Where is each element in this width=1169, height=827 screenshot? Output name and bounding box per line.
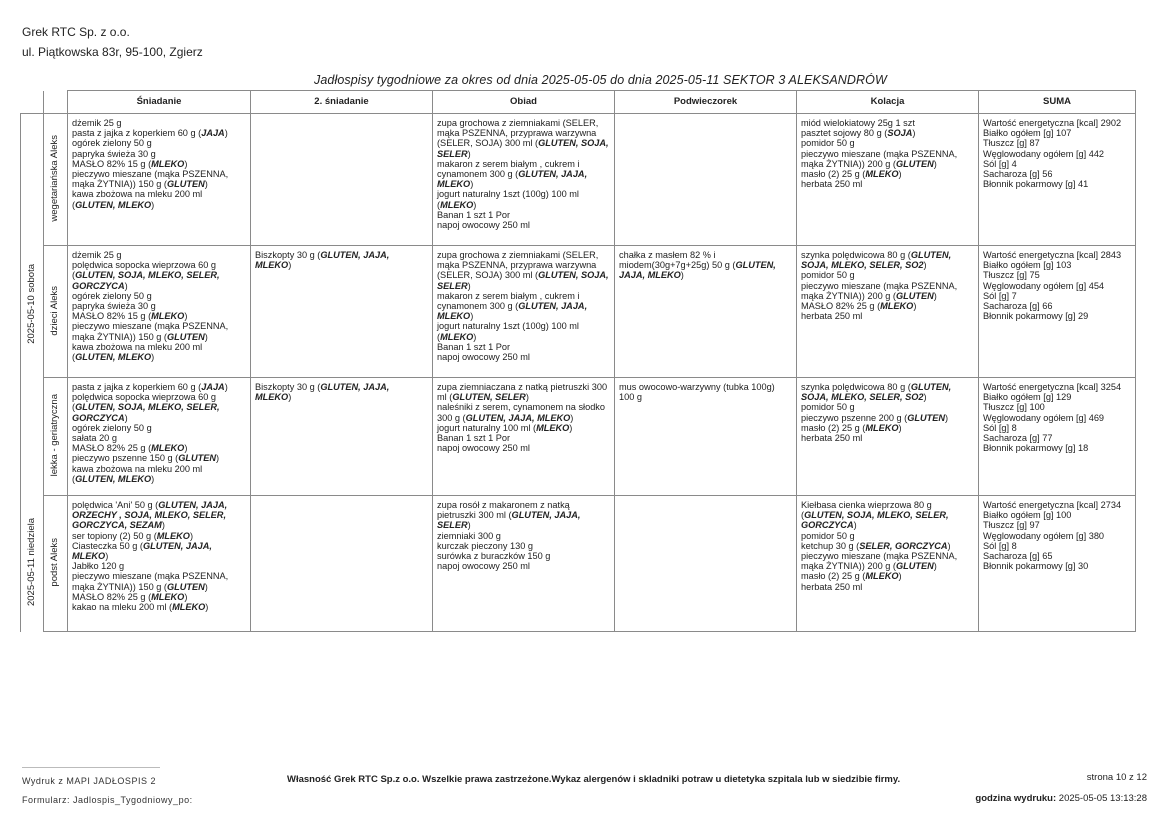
meal-cell-dinner <box>797 114 979 246</box>
allergen-text: MLEKO <box>172 602 206 613</box>
allergen-text: GLUTEN, JAJA, SELER <box>437 510 581 531</box>
diet-label: wegetariańska Aleks <box>49 135 61 222</box>
allergen-text: SOJA <box>887 128 913 139</box>
meal-item: papryka świeża 30 g <box>72 148 156 159</box>
meal-item: makaron z serem białym , cukrem i cynamonem 300 g (GLUTEN, JAJA, MLEKO) <box>437 158 588 190</box>
menu-row <box>21 378 1136 496</box>
meal-item: zupa grochowa z ziemniakami (SELER, mąka PSZENNA, przyprawa warzywna (SELER, SOJA) 300 ml (GLUTEN, SOJA, SELER) <box>437 118 609 159</box>
meal-item: Banan 1 szt 1 Por <box>437 341 511 352</box>
meal-item: herbata 250 ml <box>801 179 863 190</box>
company-address: ul. Piątkowska 83r, 95-100, Zgierz <box>22 45 203 59</box>
report-title: Jadłospisy tygodniowe za okres od dnia 2025-05-05 do dnia 2025-05-11 SEKTOR 3 ALEKSANDRÓW <box>314 73 887 87</box>
allergen-text: GLUTEN, JAJA, MLEKO <box>255 382 390 403</box>
meal-item: MASŁO 82% 15 g (MLEKO) <box>72 311 188 322</box>
meal-item: pasta z jajka z koperkiem 60 g (JAJA) <box>72 128 228 139</box>
allergen-text: GLUTEN <box>178 453 217 464</box>
meal-item: napoj owocowy 250 ml <box>437 220 530 231</box>
col-header-afternoon-snack: Podwieczorek <box>615 91 797 114</box>
meal-item: napoj owocowy 250 ml <box>437 443 530 454</box>
meal-cell-sum <box>979 114 1136 246</box>
footer-ownership: Własność Grek RTC Sp.z o.o. Wszelkie prawa zastrzeżone.Wykaz alergenów i skladniki potraw u dietetyka szpitala lub w siedzibie firmy. <box>287 774 901 785</box>
nutrition-line: Białko ogółem [g] 129 <box>983 392 1072 403</box>
meal-cell-breakfast <box>68 496 251 632</box>
meal-item: polędwica sopocka wieprzowa 60 g (GLUTEN, SOJA, MLEKO, SELER, GORCZYCA) <box>72 260 220 291</box>
diet-cell <box>44 246 68 378</box>
meal-cell-sum <box>979 496 1136 632</box>
col-header-sum: SUMA <box>979 91 1136 114</box>
meal-item: Banan 1 szt 1 Por <box>437 433 511 444</box>
allergen-text: GLUTEN, JAJA, MLEKO <box>465 412 571 423</box>
print-time-label: godzina wydruku: <box>975 793 1057 804</box>
col-header-breakfast: Śniadanie <box>68 91 251 114</box>
col-header-lunch: Obiad <box>433 91 615 114</box>
meal-item: szynka polędwicowa 80 g (GLUTEN, SOJA, MLEKO, SELER, SO2) <box>801 382 952 403</box>
meal-item: chałka z masłem 82 % i miodem(30g+7g+25g) 50 g (GLUTEN, JAJA, MLEKO) <box>619 250 776 281</box>
allergen-text: JAJA <box>201 382 225 392</box>
meal-item: Biszkopty 30 g (GLUTEN, JAJA, MLEKO) <box>255 250 390 271</box>
meal-item: zupa rosół z makaronem z natką pietruszki 300 ml (GLUTEN, JAJA, SELER) <box>437 500 581 531</box>
meal-cell-sum <box>979 246 1136 378</box>
meal-item: jogurt naturalny 1szt (100g) 100 ml (MLEKO) <box>437 321 579 342</box>
allergen-text: GLUTEN, SOJA, MLEKO, SELER, SO2 <box>801 250 952 271</box>
diet-label: lekka - geriatryczna <box>49 394 61 477</box>
allergen-text: MLEKO <box>865 571 899 582</box>
allergen-text: MLEKO <box>440 331 474 342</box>
nutrition-line: Białko ogółem [g] 103 <box>983 260 1072 271</box>
meal-item: ogórek zielony 50 g <box>72 290 152 301</box>
meal-item: pomidor 50 g <box>801 530 855 541</box>
footer-print-time <box>975 793 1147 804</box>
footer-form: Formularz: Jadlospis_Tygodniowy_po: <box>22 795 193 805</box>
nutrition-line: Tłuszcz [g] 75 <box>983 270 1040 281</box>
meal-item: pieczywo pszenne 200 g (GLUTEN) <box>801 412 949 423</box>
date-label: 2025-05-11 niedziela <box>25 518 37 607</box>
col-header-second-breakfast: 2. śniadanie <box>251 91 433 114</box>
meal-item: (GLUTEN, MLEKO) <box>72 352 155 363</box>
meal-item: napoj owocowy 250 ml <box>437 561 530 572</box>
meal-item: surówka z buraczków 150 g <box>437 551 551 562</box>
allergen-text: GLUTEN, MLEKO <box>75 199 152 210</box>
meal-item: pieczywo mieszane (mąka PSZENNA, mąka ŻYTNIA)) 200 g (GLUTEN) <box>801 551 958 572</box>
meal-item: pasztet sojowy 80 g (SOJA) <box>801 128 916 139</box>
diet-label: dzieci Aleks <box>49 285 61 336</box>
meal-item: pieczywo mieszane (mąka PSZENNA, mąka ŻYTNIA)) 150 g (GLUTEN) <box>72 571 229 592</box>
footer-page: strona 10 z 12 <box>1086 772 1147 783</box>
meal-item: pieczywo pszenne 150 g (GLUTEN) <box>72 453 220 464</box>
allergen-text: MLEKO <box>151 443 185 454</box>
meal-item: (GLUTEN, MLEKO) <box>72 199 155 210</box>
meal-item: jogurt naturalny 1szt (100g) 100 ml (MLEKO) <box>437 189 579 210</box>
allergen-text: GLUTEN <box>907 412 946 423</box>
nutrition-line: Błonnik pokarmowy [g] 29 <box>983 311 1089 322</box>
nutrition-line: Węglowodany ogółem [g] 454 <box>983 280 1105 291</box>
allergen-text: GLUTEN <box>895 158 934 169</box>
nutrition-line: Białko ogółem [g] 100 <box>983 510 1072 521</box>
meal-item: polędwica sopocka wieprzowa 60 g (GLUTEN, SOJA, MLEKO, SELER, GORCZYCA) <box>72 392 220 423</box>
menu-body <box>21 114 1136 632</box>
allergen-text: MLEKO <box>865 169 899 180</box>
allergen-text: GLUTEN, JAJA, MLEKO <box>72 540 212 562</box>
allergen-text: GLUTEN, JAJA, ORZECHY , SOJA, MLEKO, SELER, GORCZYCA, SEZAM <box>72 500 228 531</box>
allergen-text: GLUTEN, SOJA, SELER <box>437 138 609 159</box>
meal-item: MASŁO 82% 15 g (MLEKO) <box>72 158 188 169</box>
allergen-text: GLUTEN, JAJA, MLEKO <box>437 301 588 322</box>
meal-cell-second-breakfast <box>251 496 433 632</box>
meal-item: sałata 20 g <box>72 433 117 444</box>
nutrition-line: Białko ogółem [g] 107 <box>983 128 1072 139</box>
meal-item: pomidor 50 g <box>801 138 855 149</box>
nutrition-line: Sacharoza [g] 56 <box>983 169 1053 180</box>
meal-item: miód wielokiatowy 25g 1 szt <box>801 118 915 128</box>
meal-item: MASŁO 82% 25 g (MLEKO) <box>72 443 188 454</box>
allergen-text: GLUTEN, MLEKO <box>75 352 152 363</box>
meal-cell-afternoon-snack <box>615 246 797 378</box>
company-name: Grek RTC Sp. z o.o. <box>22 25 130 39</box>
nutrition-line: Węglowodany ogółem [g] 380 <box>983 530 1105 541</box>
header-row <box>21 91 1136 114</box>
allergen-text: MLEKO <box>151 311 185 322</box>
allergen-text: MLEKO <box>865 422 899 433</box>
nutrition-line: Sól [g] 8 <box>983 422 1017 433</box>
meal-item: pomidor 50 g <box>801 402 855 413</box>
meal-item: pieczywo mieszane (mąka PSZENNA, mąka ŻYTNIA)) 150 g (GLUTEN) <box>72 321 229 342</box>
meal-cell-afternoon-snack <box>615 114 797 246</box>
allergen-text: MLEKO <box>880 301 914 312</box>
nutrition-line: Sacharoza [g] 77 <box>983 433 1053 444</box>
meal-item: pieczywo mieszane (mąka PSZENNA, mąka ŻYTNIA)) 150 g (GLUTEN) <box>72 169 229 190</box>
allergen-text: SELER, GORCZYCA <box>859 540 948 551</box>
meal-item: ziemniaki 300 g <box>437 530 501 541</box>
allergen-text: MLEKO <box>151 591 185 602</box>
meal-item: kakao na mleku 200 ml (MLEKO) <box>72 602 209 613</box>
meal-item: Kiełbasa cienka wieprzowa 80 g (GLUTEN, SOJA, MLEKO, SELER, GORCZYCA) <box>801 500 949 531</box>
allergen-text: MLEKO <box>156 530 190 541</box>
date-label: 2025-05-10 sobota <box>25 263 37 344</box>
meal-item: masło (2) 25 g (MLEKO) <box>801 169 902 180</box>
diet-cell <box>44 378 68 496</box>
nutrition-line: Węglowodany ogółem [g] 442 <box>983 148 1105 159</box>
nutrition-line: Sacharoza [g] 65 <box>983 551 1053 562</box>
allergen-text: GLUTEN, SOJA, SELER <box>437 270 609 291</box>
allergen-text: GLUTEN, JAJA, MLEKO <box>437 169 588 190</box>
meal-item: Banan 1 szt 1 Por <box>437 209 511 220</box>
date-cell <box>21 496 44 632</box>
nutrition-line: Błonnik pokarmowy [g] 41 <box>983 179 1089 190</box>
nutrition-line: Wartość energetyczna [kcal] 2843 <box>983 250 1122 260</box>
meal-item: pomidor 50 g <box>801 270 855 281</box>
meal-cell-lunch <box>433 496 615 632</box>
menu-table <box>20 90 1136 632</box>
meal-item: pasta z jajka z koperkiem 60 g (JAJA) <box>72 382 228 392</box>
meal-cell-second-breakfast <box>251 378 433 496</box>
meal-cell-dinner <box>797 496 979 632</box>
nutrition-line: Węglowodany ogółem [g] 469 <box>983 412 1105 423</box>
meal-item: naleśniki z serem, cynamonem na słodko 300 g (GLUTEN, JAJA, MLEKO) <box>437 402 606 423</box>
menu-row <box>21 496 1136 632</box>
meal-item: herbata 250 ml <box>801 311 863 322</box>
date-cell <box>21 114 44 496</box>
footer-printout: Wydruk z MAPI JADŁOSPIS 2 <box>22 776 156 786</box>
meal-item: ketchup 30 g (SELER, GORCZYCA) <box>801 540 951 551</box>
meal-item: kawa zbożowa na mleku 200 ml <box>72 341 203 352</box>
meal-item: kurczak pieczony 130 g <box>437 540 534 551</box>
meal-item: herbata 250 ml <box>801 433 863 444</box>
meal-item: masło (2) 25 g (MLEKO) <box>801 422 902 433</box>
diet-cell <box>44 496 68 632</box>
nutrition-line: Sól [g] 7 <box>983 290 1017 301</box>
diet-cell <box>44 114 68 246</box>
meal-cell-lunch <box>433 378 615 496</box>
allergen-text: MLEKO <box>440 199 474 210</box>
meal-cell-lunch <box>433 246 615 378</box>
meal-cell-afternoon-snack <box>615 496 797 632</box>
meal-item: MASŁO 82% 25 g (MLEKO) <box>72 591 188 602</box>
meal-cell-second-breakfast <box>251 114 433 246</box>
meal-item: masło (2) 25 g (MLEKO) <box>801 571 902 582</box>
allergen-text: GLUTEN <box>166 581 205 592</box>
allergen-text: GLUTEN, SELER <box>452 392 526 403</box>
meal-item: dżemik 25 g <box>72 250 122 260</box>
meal-item: papryka świeża 30 g <box>72 301 156 312</box>
meal-item: jogurt naturalny 100 ml (MLEKO) <box>437 422 573 433</box>
meal-item: szynka polędwicowa 80 g (GLUTEN, SOJA, MLEKO, SELER, SO2) <box>801 250 952 271</box>
menu-row <box>21 114 1136 246</box>
meal-item: ser topiony (2) 50 g (MLEKO) <box>72 530 194 541</box>
footer-left <box>22 771 193 810</box>
meal-item: Ciasteczka 50 g (GLUTEN, JAJA, MLEKO) <box>72 540 212 562</box>
allergen-text: JAJA <box>201 128 225 139</box>
header-blank <box>21 91 44 114</box>
meal-cell-dinner <box>797 378 979 496</box>
meal-item: pieczywo mieszane (mąka PSZENNA, mąka ŻYTNIA)) 200 g (GLUTEN) <box>801 280 958 301</box>
meal-cell-breakfast <box>68 246 251 378</box>
meal-item: mus owocowo-warzywny (tubka 100g) 100 g <box>619 382 775 403</box>
nutrition-line: Sól [g] 4 <box>983 158 1017 169</box>
meal-item: zupa ziemniaczana z natką pietruszki 300 ml (GLUTEN, SELER) <box>437 382 608 403</box>
meal-item: makaron z serem białym , cukrem i cynamonem 300 g (GLUTEN, JAJA, MLEKO) <box>437 290 588 322</box>
allergen-text: GLUTEN, SOJA, MLEKO, SELER, GORCZYCA <box>72 270 220 291</box>
footer-separator <box>22 767 160 768</box>
print-time-value: 2025-05-05 13:13:28 <box>1058 793 1147 804</box>
allergen-text: GLUTEN, JAJA, MLEKO <box>255 250 390 271</box>
meal-item: kawa zbożowa na mleku 200 ml <box>72 189 203 200</box>
meal-item: polędwica 'Ani' 50 g (GLUTEN, JAJA, ORZECHY , SOJA, MLEKO, SELER, GORCZYCA, SEZAM) <box>72 500 228 531</box>
meal-item: ogórek zielony 50 g <box>72 422 152 433</box>
allergen-text: GLUTEN, SOJA, MLEKO, SELER, GORCZYCA <box>801 510 949 531</box>
meal-cell-afternoon-snack <box>615 378 797 496</box>
allergen-text: GLUTEN, MLEKO <box>75 473 152 484</box>
nutrition-line: Tłuszcz [g] 87 <box>983 138 1040 149</box>
header-blank <box>44 91 68 114</box>
meal-item: dżemik 25 g <box>72 118 122 128</box>
meal-item: Biszkopty 30 g (GLUTEN, JAJA, MLEKO) <box>255 382 390 403</box>
allergen-text: GLUTEN <box>166 331 205 342</box>
nutrition-line: Tłuszcz [g] 97 <box>983 520 1040 531</box>
meal-item: herbata 250 ml <box>801 581 863 592</box>
allergen-text: MLEKO <box>536 422 570 433</box>
nutrition-line: Wartość energetyczna [kcal] 2902 <box>983 118 1122 128</box>
meal-cell-breakfast <box>68 114 251 246</box>
allergen-text: GLUTEN, SOJA, MLEKO, SELER, SO2 <box>801 382 952 403</box>
meal-item: zupa grochowa z ziemniakami (SELER, mąka PSZENNA, przyprawa warzywna (SELER, SOJA) 300 ml (GLUTEN, SOJA, SELER) <box>437 250 609 291</box>
meal-cell-lunch <box>433 114 615 246</box>
nutrition-line: Wartość energetyczna [kcal] 3254 <box>983 382 1122 392</box>
meal-cell-breakfast <box>68 378 251 496</box>
nutrition-line: Sacharoza [g] 66 <box>983 301 1053 312</box>
meal-cell-second-breakfast <box>251 246 433 378</box>
allergen-text: GLUTEN <box>166 179 205 190</box>
meal-cell-sum <box>979 378 1136 496</box>
nutrition-line: Błonnik pokarmowy [g] 18 <box>983 443 1089 454</box>
nutrition-line: Błonnik pokarmowy [g] 30 <box>983 561 1089 572</box>
meal-item: napoj owocowy 250 ml <box>437 352 530 363</box>
meal-item: Jabłko 120 g <box>72 561 125 572</box>
nutrition-line: Sól [g] 8 <box>983 540 1017 551</box>
menu-row <box>21 246 1136 378</box>
meal-item: (GLUTEN, MLEKO) <box>72 473 155 484</box>
meal-item: ogórek zielony 50 g <box>72 138 152 149</box>
meal-item: kawa zbożowa na mleku 200 ml <box>72 463 203 474</box>
col-header-dinner: Kolacja <box>797 91 979 114</box>
company-header <box>22 22 203 62</box>
allergen-text: GLUTEN, JAJA, MLEKO <box>619 260 776 281</box>
nutrition-line: Wartość energetyczna [kcal] 2734 <box>983 500 1122 510</box>
allergen-text: GLUTEN <box>895 290 934 301</box>
meal-item: pieczywo mieszane (mąka PSZENNA, mąka ŻYTNIA)) 200 g (GLUTEN) <box>801 148 958 169</box>
meal-cell-dinner <box>797 246 979 378</box>
allergen-text: MLEKO <box>151 158 185 169</box>
nutrition-line: Tłuszcz [g] 100 <box>983 402 1045 413</box>
allergen-text: GLUTEN, SOJA, MLEKO, SELER, GORCZYCA <box>72 402 220 423</box>
diet-label: podst Aleks <box>49 538 61 587</box>
allergen-text: GLUTEN <box>895 561 934 572</box>
meal-item: MASŁO 82% 25 g (MLEKO) <box>801 301 917 312</box>
